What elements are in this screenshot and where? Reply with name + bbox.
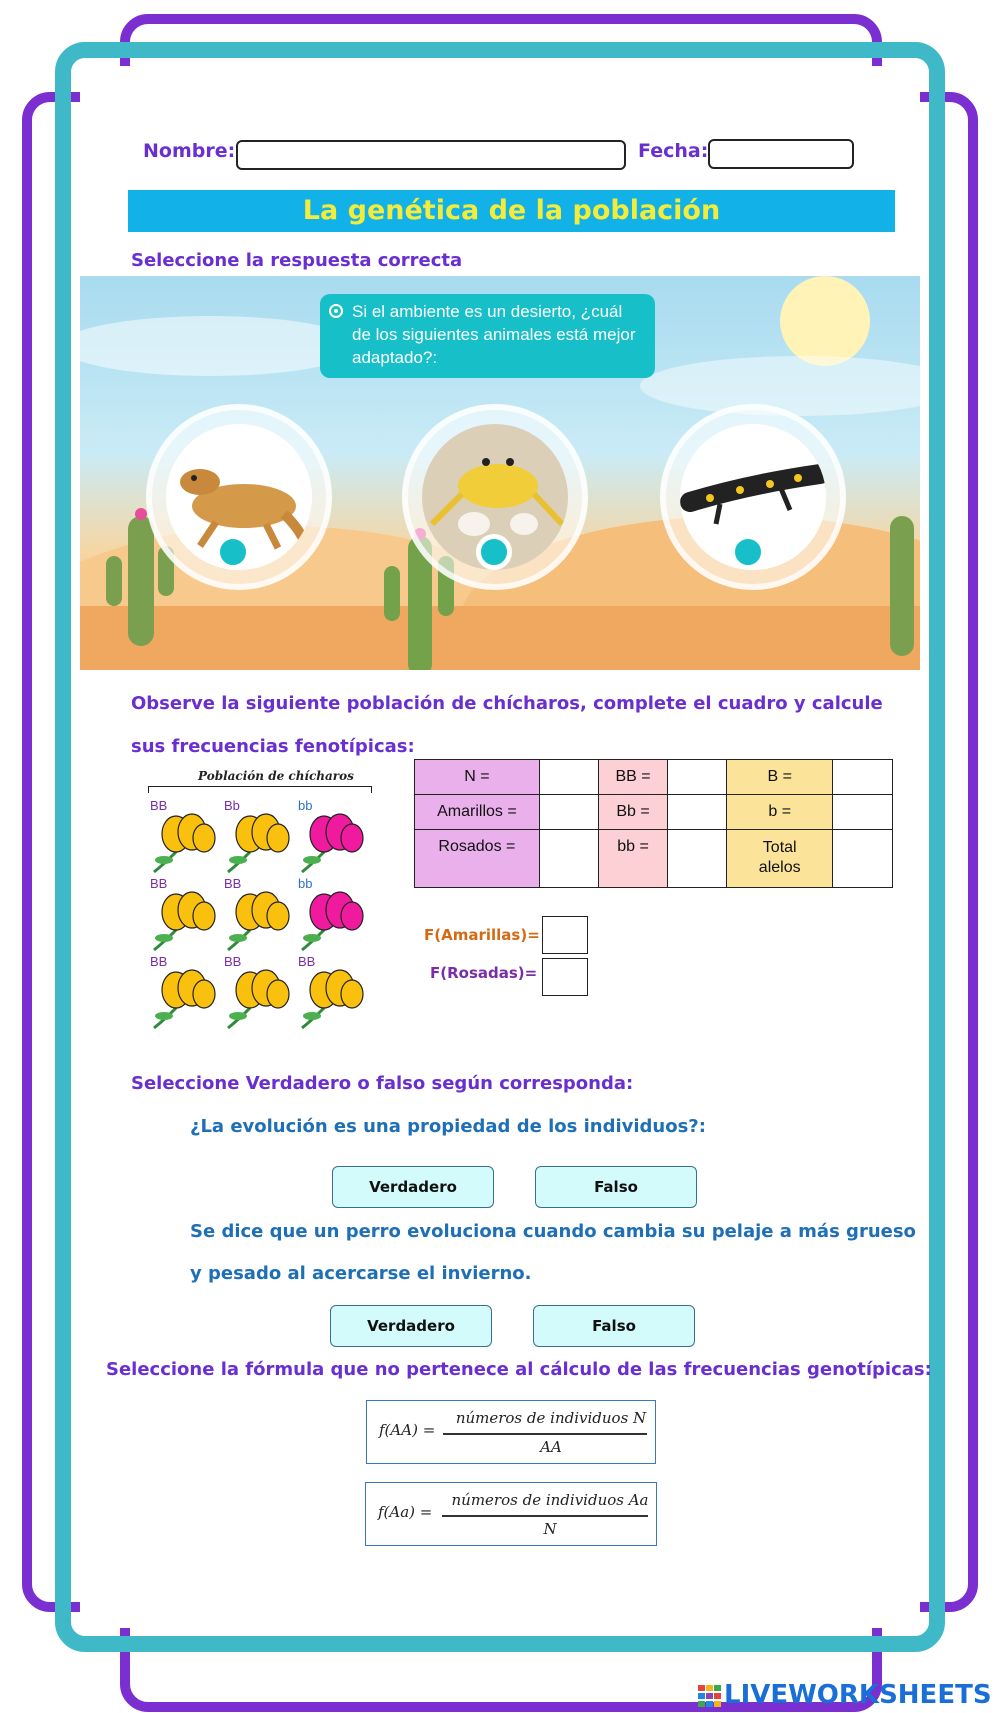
q2-true-button[interactable]: Verdadero bbox=[330, 1305, 492, 1347]
formula-1-option[interactable] bbox=[366, 1400, 656, 1464]
formula-2-option[interactable] bbox=[365, 1482, 657, 1546]
population-bracket bbox=[148, 786, 372, 793]
table-input-cell[interactable] bbox=[833, 760, 893, 795]
sun-icon bbox=[780, 276, 870, 366]
genotype-label: BB bbox=[150, 798, 168, 813]
question-1-text: ¿La evolución es una propiedad de los individuos?: bbox=[190, 1116, 706, 1137]
desert-scene bbox=[80, 276, 920, 670]
q2-false-button[interactable]: Falso bbox=[533, 1305, 695, 1347]
formula-2-fraction-line bbox=[442, 1515, 648, 1517]
genotype-label: BB bbox=[224, 954, 242, 969]
genotype-label: bb bbox=[298, 876, 313, 891]
flower-icon bbox=[220, 890, 292, 952]
question-text: Si el ambiente es un desierto, ¿cuál de los siguientes animales está mejor adaptado?: bbox=[352, 302, 636, 367]
pea-flower bbox=[294, 876, 366, 952]
table-input-cell[interactable] bbox=[539, 760, 598, 795]
table-input-cell[interactable] bbox=[539, 795, 598, 830]
table-input-cell[interactable] bbox=[833, 830, 893, 888]
table-cell: Rosados = bbox=[415, 830, 540, 888]
flower-icon bbox=[146, 890, 218, 952]
population-title: Población de chícharos bbox=[198, 769, 354, 783]
pea-flower bbox=[220, 798, 292, 874]
ground bbox=[80, 606, 920, 670]
table-cell: BB = bbox=[598, 760, 668, 795]
pea-flower bbox=[146, 798, 218, 874]
formula-1-fraction-line bbox=[443, 1433, 647, 1435]
freq-rosadas-input[interactable] bbox=[542, 958, 588, 996]
table-input-cell[interactable] bbox=[668, 795, 727, 830]
q1-false-button[interactable]: Falso bbox=[535, 1166, 697, 1208]
genotype-label: Bb bbox=[224, 798, 240, 813]
cloud-icon bbox=[640, 356, 920, 416]
table-input-cell[interactable] bbox=[539, 830, 598, 888]
flower-grid bbox=[146, 798, 376, 1038]
genotype-label: BB bbox=[224, 876, 242, 891]
table-cell: Amarillos = bbox=[415, 795, 540, 830]
flower-icon bbox=[146, 968, 218, 1030]
flower-icon bbox=[146, 812, 218, 874]
flower-icon bbox=[294, 968, 366, 1030]
cloud-icon bbox=[80, 316, 360, 376]
table-cell: b = bbox=[727, 795, 833, 830]
table-cell: bb = bbox=[598, 830, 668, 888]
pea-flower bbox=[294, 954, 366, 1030]
salamander-option-radio[interactable] bbox=[730, 534, 766, 570]
section2-heading: Observe la siguiente población de chícharos, complete el cuadro y calcule sus frecuencias fenotípicas: bbox=[131, 693, 883, 757]
pea-flower bbox=[294, 798, 366, 874]
section4-heading: Seleccione la fórmula que no pertenece al cálculo de las frecuencias genotípicas: bbox=[106, 1359, 932, 1380]
flower-icon bbox=[294, 812, 366, 874]
nombre-input[interactable] bbox=[236, 140, 626, 170]
fecha-input[interactable] bbox=[708, 139, 854, 169]
question-bullet-icon bbox=[329, 304, 343, 318]
flower-icon bbox=[294, 890, 366, 952]
freq-amarillas-label: F(Amarillas)= bbox=[424, 926, 540, 944]
question-box bbox=[320, 294, 655, 378]
genotype-label: BB bbox=[150, 954, 168, 969]
question-2-line2: y pesado al acercarse el invierno. bbox=[190, 1263, 532, 1284]
crab-option-radio[interactable] bbox=[476, 534, 512, 570]
question-2-line1: Se dice que un perro evoluciona cuando cambia su pelaje a más grueso bbox=[190, 1221, 916, 1242]
formula-1-numerator: números de individuos N bbox=[455, 1409, 647, 1427]
fecha-label: Fecha: bbox=[638, 140, 709, 162]
formula-2-numerator: números de individuos Aa bbox=[451, 1491, 649, 1509]
table-cell: Total alelos bbox=[727, 830, 833, 888]
flower-icon bbox=[220, 812, 292, 874]
freq-amarillas-input[interactable] bbox=[542, 916, 588, 954]
pea-flower bbox=[146, 876, 218, 952]
flower-icon bbox=[220, 968, 292, 1030]
section1-heading: Seleccione la respuesta correcta bbox=[131, 250, 463, 271]
table-input-cell[interactable] bbox=[833, 795, 893, 830]
page-title: La genética de la población bbox=[128, 190, 895, 232]
pea-flower bbox=[220, 954, 292, 1030]
section3-heading: Seleccione Verdadero o falso según corresponda: bbox=[131, 1073, 634, 1094]
cactus-icon bbox=[870, 506, 920, 656]
q1-true-button[interactable]: Verdadero bbox=[332, 1166, 494, 1208]
table-cell: N = bbox=[415, 760, 540, 795]
genotype-label: BB bbox=[150, 876, 168, 891]
pea-flower bbox=[146, 954, 218, 1030]
lizard-option-radio[interactable] bbox=[215, 534, 251, 570]
table-input-cell[interactable] bbox=[668, 760, 727, 795]
nombre-label: Nombre: bbox=[143, 140, 236, 162]
liveworksheets-logo-icon bbox=[698, 1685, 722, 1707]
genotype-label: bb bbox=[298, 798, 313, 813]
table-input-cell[interactable] bbox=[668, 830, 727, 888]
table-cell: B = bbox=[727, 760, 833, 795]
freq-rosadas-label: F(Rosadas)= bbox=[430, 964, 538, 982]
formula-1-lhs: f(AA) = bbox=[379, 1421, 436, 1439]
formula-2-lhs: f(Aa) = bbox=[378, 1503, 433, 1521]
pea-flower bbox=[220, 876, 292, 952]
formula-1-denominator: AA bbox=[540, 1438, 562, 1456]
liveworksheets-brand: LIVEWORKSHEETS bbox=[724, 1680, 992, 1710]
genotype-label: BB bbox=[298, 954, 316, 969]
table-cell: Bb = bbox=[598, 795, 668, 830]
genotype-table bbox=[414, 759, 893, 888]
formula-2-denominator: N bbox=[543, 1520, 557, 1538]
